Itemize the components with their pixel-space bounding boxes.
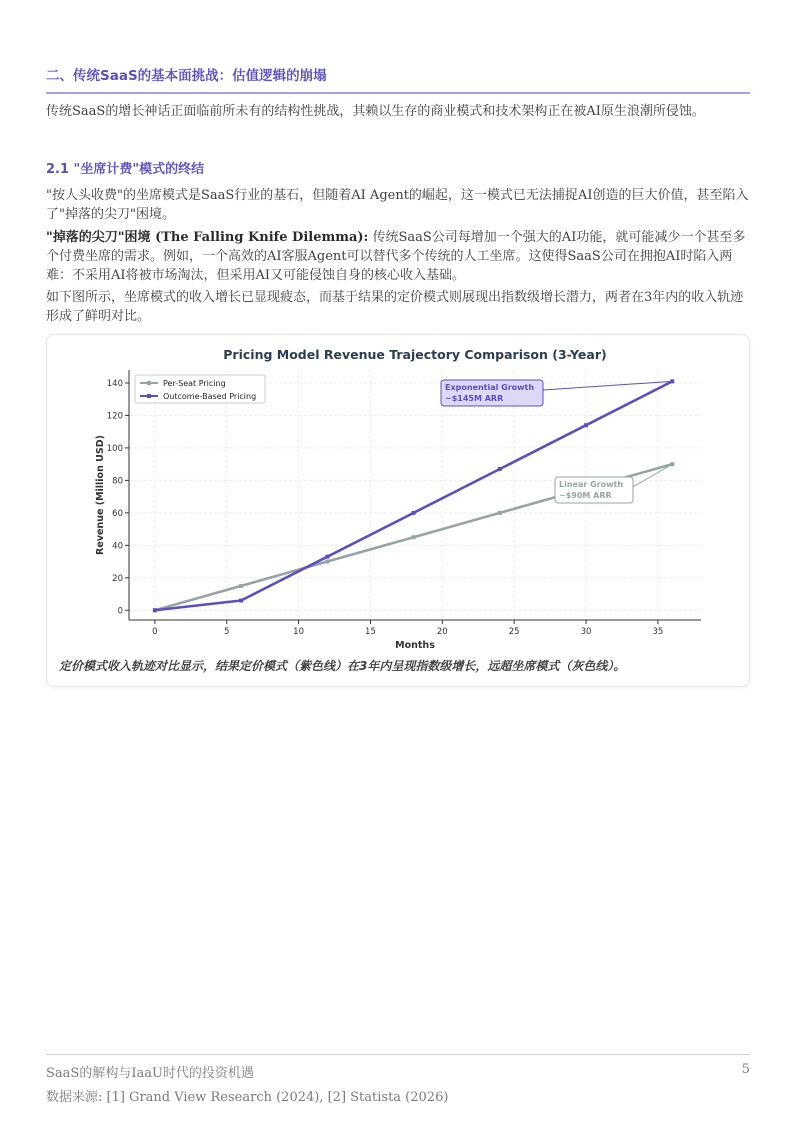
chart-title: Pricing Model Revenue Trajectory Comparison (3-Year) bbox=[223, 347, 607, 362]
y-tick-label: 60 bbox=[112, 508, 123, 519]
y-tick-label: 40 bbox=[112, 541, 123, 552]
outcome-based-point bbox=[412, 511, 416, 515]
x-tick-label: 35 bbox=[652, 627, 664, 637]
paragraph-seat-model: "按人头收费"的坐席模式是SaaS行业的基石，但随着AI Agent的崛起，这一模式已无法捕捉AI创造的巨大价值，甚至陷入了"掉落的尖刀"困境。 bbox=[46, 188, 749, 222]
legend-swatch-marker bbox=[147, 394, 151, 398]
footer-divider bbox=[46, 1054, 750, 1055]
y-axis-label: Revenue (Million USD) bbox=[95, 435, 106, 555]
x-tick-label: 20 bbox=[436, 627, 448, 637]
x-tick-label: 5 bbox=[224, 627, 230, 637]
x-axis-label: Months bbox=[395, 640, 435, 651]
y-tick-label: 20 bbox=[112, 573, 123, 584]
y-tick-label: 0 bbox=[117, 606, 123, 617]
linear-annotation-title: Linear Growth bbox=[559, 480, 624, 489]
subsection-title: 2.1 "坐席计费"模式的终结 bbox=[46, 162, 205, 177]
footer-page-number: 5 bbox=[741, 1062, 750, 1077]
y-tick-label: 140 bbox=[106, 378, 123, 389]
falling-knife-body: 传统SaaS公司每增加一个强大的AI功能，就可能减少一个甚至多个付费坐席的需求。例如，一个高效的AI客服Agent可以替代多个传统的人工坐席。这使得SaaS公司在拥抱AI时陷入两难：不采用AI将被市场淘汰，但采用AI又可能侵蚀自身的核心收入基础。 bbox=[46, 230, 746, 283]
paragraph-chart-intro: 如下图所示，坐席模式的收入增长已显现疲态，而基于结果的定价模式则展现出指数级增长潜力，两者在3年内的收入轨迹形成了鲜明对比。 bbox=[46, 290, 744, 324]
revenue-chart bbox=[47, 335, 749, 651]
section-title: 二、传统SaaS的基本面挑战：估值逻辑的崩塌 bbox=[46, 64, 750, 94]
outcome-based-point bbox=[584, 423, 588, 427]
legend-swatch-marker bbox=[147, 381, 151, 385]
footer-sources: 数据来源: [1] Grand View Research (2024), [2] Statista (2026) bbox=[46, 1090, 449, 1105]
falling-knife-lead: "掉落的尖刀"困境 (The Falling Knife Dilemma): bbox=[46, 230, 369, 245]
exponential-annotation-value: ~$145M ARR bbox=[445, 394, 504, 403]
per-seat-point bbox=[325, 560, 329, 564]
y-tick-label: 100 bbox=[106, 443, 123, 454]
y-tick-label: 120 bbox=[106, 411, 123, 422]
exponential-annotation-title: Exponential Growth bbox=[445, 383, 535, 392]
footer-doc-title: SaaS的解构与IaaU时代的投资机遇 bbox=[46, 1066, 254, 1081]
x-tick-label: 25 bbox=[508, 627, 520, 637]
legend-label: Per-Seat Pricing bbox=[163, 379, 226, 388]
legend-label: Outcome-Based Pricing bbox=[163, 392, 257, 401]
figure-card bbox=[46, 334, 750, 687]
per-seat-point bbox=[498, 511, 502, 515]
x-tick-label: 30 bbox=[580, 627, 592, 637]
figure-caption: 定价模式收入轨迹对比显示，结果定价模式（紫色线）在3年内呈现指数级增长，远超坐席模式（灰色线）。 bbox=[59, 659, 626, 673]
outcome-based-point bbox=[498, 467, 502, 471]
outcome-based-point bbox=[239, 599, 243, 603]
section-intro: 传统SaaS的增长神话正面临前所未有的结构性挑战，其赖以生存的商业模式和技术架构正在被AI原生浪潮所侵蚀。 bbox=[46, 104, 705, 119]
linear-annotation-value: ~$90M ARR bbox=[559, 491, 612, 500]
per-seat-point bbox=[412, 535, 416, 539]
per-seat-point bbox=[239, 584, 243, 588]
outcome-based-point bbox=[325, 555, 329, 559]
paragraph-falling-knife bbox=[46, 228, 750, 285]
outcome-based-point bbox=[153, 608, 157, 612]
y-tick-label: 80 bbox=[112, 476, 123, 487]
x-tick-label: 0 bbox=[152, 627, 158, 637]
x-tick-label: 15 bbox=[365, 627, 376, 637]
x-tick-label: 10 bbox=[293, 627, 305, 637]
